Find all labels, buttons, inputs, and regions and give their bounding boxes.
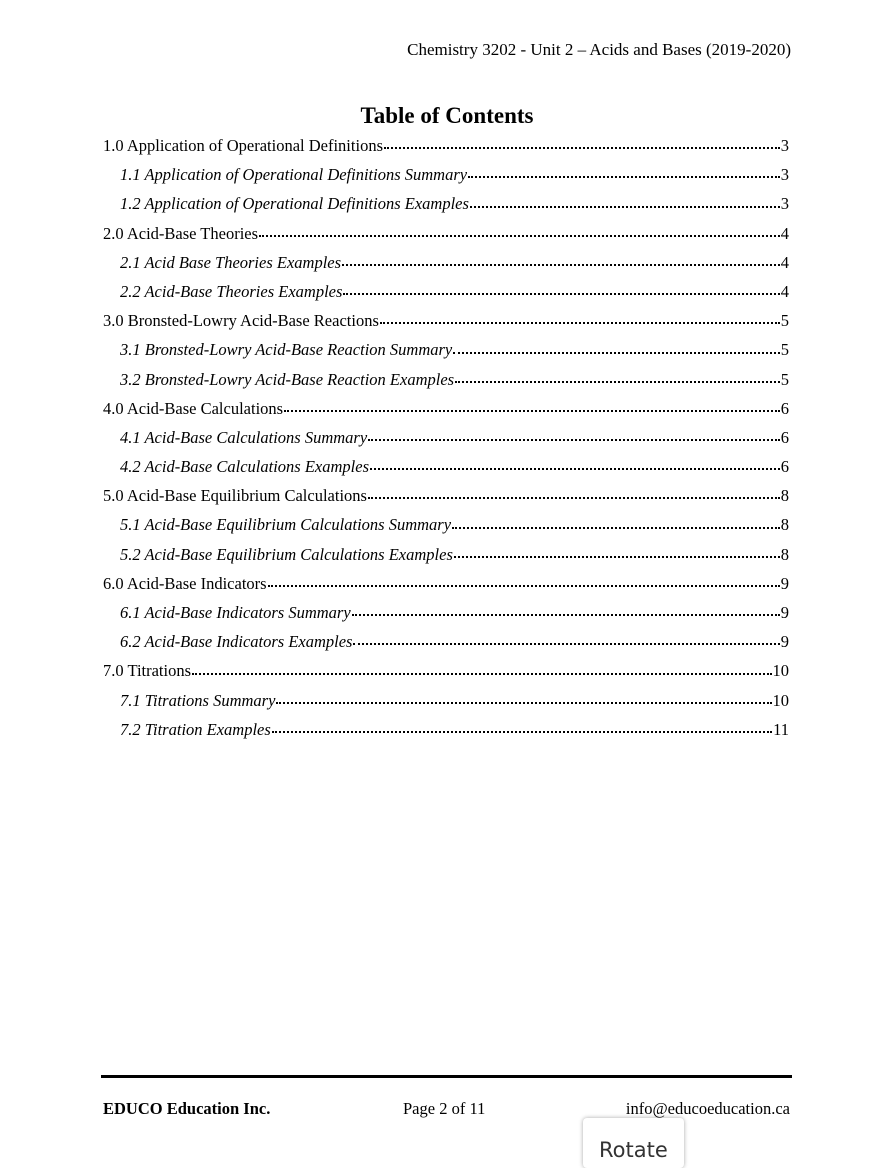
toc-entry-label: 5.1 Acid-Base Equilibrium Calculations Summary	[120, 515, 452, 535]
toc-entry[interactable]	[103, 598, 789, 627]
table-of-contents	[103, 131, 789, 744]
toc-entry-page: 6	[780, 427, 789, 447]
toc-entry-label: 7.2 Titration Examples	[120, 719, 271, 739]
toc-entry-page: 3	[780, 194, 789, 214]
header-title: Chemistry 3202 - Unit 2 – Acids and Bases (2019-2020)	[407, 40, 791, 59]
toc-entry-page: 3	[780, 165, 789, 185]
toc-dot-leader	[452, 527, 780, 529]
toc-dot-leader	[368, 439, 780, 441]
toc-entry[interactable]	[103, 452, 789, 481]
toc-entry[interactable]	[103, 423, 789, 452]
toc-entry-label: 5.2 Acid-Base Equilibrium Calculations Examples	[120, 544, 453, 564]
toc-entry[interactable]	[103, 131, 789, 160]
toc-dot-leader	[259, 235, 780, 237]
toc-entry-page: 8	[780, 544, 789, 564]
toc-entry-page: 9	[780, 603, 789, 622]
toc-entry[interactable]	[103, 481, 789, 510]
toc-entry-label: 4.0 Acid-Base Calculations	[103, 398, 284, 418]
toc-entry[interactable]	[103, 569, 789, 598]
toc-entry-label: 6.0 Acid-Base Indicators	[103, 573, 267, 593]
toc-dot-leader	[454, 556, 780, 558]
toc-entry-label: 3.0 Bronsted-Lowry Acid-Base Reactions	[103, 311, 379, 331]
toc-entry-page: 5	[780, 340, 789, 360]
toc-dot-leader	[470, 206, 780, 208]
toc-entry[interactable]	[103, 540, 789, 569]
toc-entry[interactable]	[103, 189, 789, 218]
toc-entry-label: 2.1 Acid Base Theories Examples	[120, 252, 342, 272]
toc-entry-label: 5.0 Acid-Base Equilibrium Calculations	[103, 486, 367, 506]
toc-entry[interactable]	[103, 160, 789, 189]
toc-entry[interactable]	[103, 656, 789, 685]
toc-entry[interactable]	[103, 715, 789, 744]
toc-dot-leader	[353, 643, 779, 645]
toc-entry[interactable]	[103, 510, 789, 539]
toc-entry-page: 9	[780, 632, 789, 652]
toc-entry[interactable]	[103, 627, 789, 656]
toc-entry-page: 10	[772, 690, 789, 710]
toc-entry[interactable]	[103, 248, 789, 277]
toc-entry-label: 4.1 Acid-Base Calculations Summary	[120, 427, 368, 447]
toc-dot-leader	[455, 381, 780, 383]
toc-entry-label: 1.2 Application of Operational Definitions Examples	[120, 194, 469, 214]
toc-dot-leader	[453, 352, 780, 354]
footer-email: info@educoeducation.ca	[625, 1099, 790, 1118]
toc-entry-page: 3	[780, 136, 789, 155]
toc-entry[interactable]	[103, 306, 789, 335]
toc-entry-page: 8	[780, 515, 789, 535]
toc-entry-label: 3.2 Bronsted-Lowry Acid-Base Reaction Examples	[120, 369, 455, 389]
toc-entry-page: 4	[780, 223, 789, 243]
toc-dot-leader	[380, 322, 780, 324]
toc-entry-label: 4.2 Acid-Base Calculations Examples	[120, 457, 369, 477]
toc-entry-page: 5	[780, 369, 789, 389]
toc-entry-page: 4	[780, 252, 789, 272]
toc-entry-page: 9	[780, 573, 789, 593]
toc-entry[interactable]	[103, 686, 789, 715]
toc-entry[interactable]	[103, 394, 789, 423]
toc-entry-label: 7.1 Titrations Summary	[120, 690, 276, 710]
toc-dot-leader	[268, 585, 780, 587]
toc-entry[interactable]	[103, 365, 789, 394]
toc-dot-leader	[276, 702, 771, 704]
toc-entry-label: 2.2 Acid-Base Theories Examples	[120, 281, 343, 301]
toc-heading: Table of Contents	[360, 103, 534, 128]
toc-entry-label: 1.0 Application of Operational Definitions	[103, 136, 383, 155]
toc-dot-leader	[468, 176, 780, 178]
toc-dot-leader	[342, 264, 780, 266]
toc-dot-leader	[192, 673, 771, 675]
toc-dot-leader	[272, 731, 772, 733]
footer-divider	[101, 1075, 792, 1078]
toc-entry[interactable]	[103, 219, 789, 248]
toc-entry-label: 6.1 Acid-Base Indicators Summary	[120, 603, 351, 622]
toc-entry-page: 11	[773, 719, 789, 739]
toc-entry-label: 6.2 Acid-Base Indicators Examples	[120, 632, 353, 652]
toc-entry-page: 8	[780, 486, 789, 506]
rotate-button[interactable]: Rotate	[583, 1118, 684, 1168]
toc-dot-leader	[368, 497, 780, 499]
toc-entry-page: 10	[772, 661, 789, 681]
toc-entry-page: 6	[780, 457, 789, 477]
toc-dot-leader	[284, 410, 780, 412]
footer-page-indicator: Page 2 of 11	[403, 1099, 486, 1118]
toc-entry-page: 4	[780, 281, 789, 301]
toc-entry-page: 6	[780, 398, 789, 418]
toc-entry[interactable]	[103, 335, 789, 364]
toc-dot-leader	[384, 147, 780, 149]
footer-company: EDUCO Education Inc.	[103, 1099, 271, 1118]
toc-entry-label: 3.1 Bronsted-Lowry Acid-Base Reaction Summary	[120, 340, 453, 360]
toc-dot-leader	[370, 468, 780, 470]
toc-dot-leader	[352, 614, 780, 616]
toc-entry-label: 1.1 Application of Operational Definitions Summary	[120, 165, 468, 185]
toc-dot-leader	[343, 293, 779, 295]
toc-entry-label: 2.0 Acid-Base Theories	[103, 223, 259, 243]
toc-entry-page: 5	[780, 311, 789, 331]
toc-entry-label: 7.0 Titrations	[103, 661, 192, 681]
toc-entry[interactable]	[103, 277, 789, 306]
